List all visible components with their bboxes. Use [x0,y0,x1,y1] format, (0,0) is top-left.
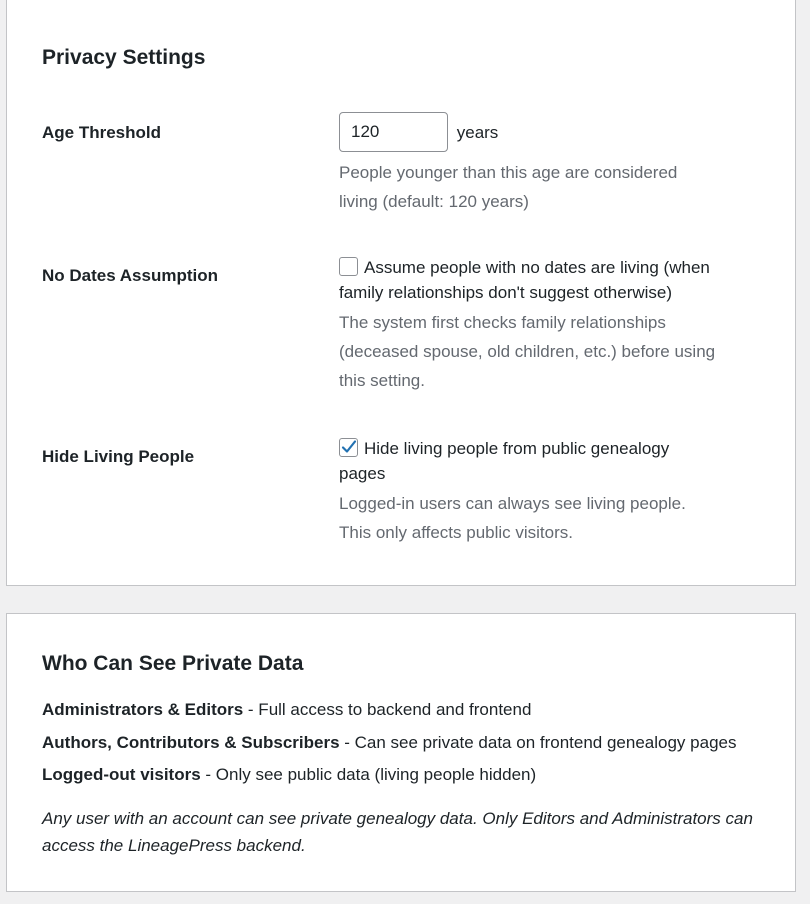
role-name: Logged-out visitors [42,765,201,784]
who-can-see-title: Who Can See Private Data [42,652,304,675]
hide-living-description-line-2: This only affects public visitors. [339,523,573,542]
no-dates-field [339,255,759,395]
privacy-settings-title: Privacy Settings [42,46,206,69]
age-threshold-field [339,112,759,216]
no-dates-checkbox-label-line-1[interactable]: Assume people with no dates are living (when [364,258,710,277]
age-threshold-description [339,158,759,216]
hide-living-label: Hide Living People [42,447,195,466]
role-description: - Can see private data on frontend genealogy pages [339,733,737,752]
access-note-line-1: Any user with an account can see private genealogy data. Only Editors and Administrators can [42,809,753,828]
role-name: Administrators & Editors [42,700,244,719]
access-note [42,805,772,859]
role-description: - Only see public data (living people hidden) [200,765,537,784]
role-line-visitors [42,763,536,787]
age-threshold-description-line-1: People younger than this age are considered [339,163,678,182]
no-dates-checkbox[interactable] [339,257,358,276]
access-note-line-2: access the LineagePress backend. [42,836,306,855]
hide-living-checkbox-label-line-2[interactable]: pages [339,464,386,483]
no-dates-description-line-2: (deceased spouse, old children, etc.) before using [339,342,716,361]
age-threshold-label: Age Threshold [42,123,162,142]
role-line-admins [42,698,531,722]
no-dates-description [339,308,759,395]
role-name: Authors, Contributors & Subscribers [42,733,340,752]
no-dates-description-line-3: this setting. [339,371,425,390]
role-line-authors [42,731,736,755]
age-threshold-description-line-2: living (default: 120 years) [339,192,529,211]
age-threshold-input[interactable] [339,112,448,152]
hide-living-description-line-1: Logged-in users can always see living people. [339,494,686,513]
no-dates-checkbox-label-line-2[interactable]: family relationships don't suggest otherwise) [339,283,673,302]
age-threshold-suffix: years [456,122,499,142]
privacy-settings-card [6,0,796,586]
hide-living-checkbox-row[interactable] [339,436,759,486]
no-dates-label: No Dates Assumption [42,266,219,285]
hide-living-checkbox-label-line-1[interactable]: Hide living people from public genealogy [364,439,670,458]
check-icon [339,437,359,457]
role-description: - Full access to backend and frontend [243,700,532,719]
hide-living-description [339,489,759,547]
hide-living-checkbox[interactable] [339,438,358,457]
hide-living-field [339,436,759,547]
no-dates-description-line-1: The system first checks family relationships [339,313,666,332]
no-dates-checkbox-row[interactable] [339,255,759,305]
who-can-see-card [6,613,796,892]
